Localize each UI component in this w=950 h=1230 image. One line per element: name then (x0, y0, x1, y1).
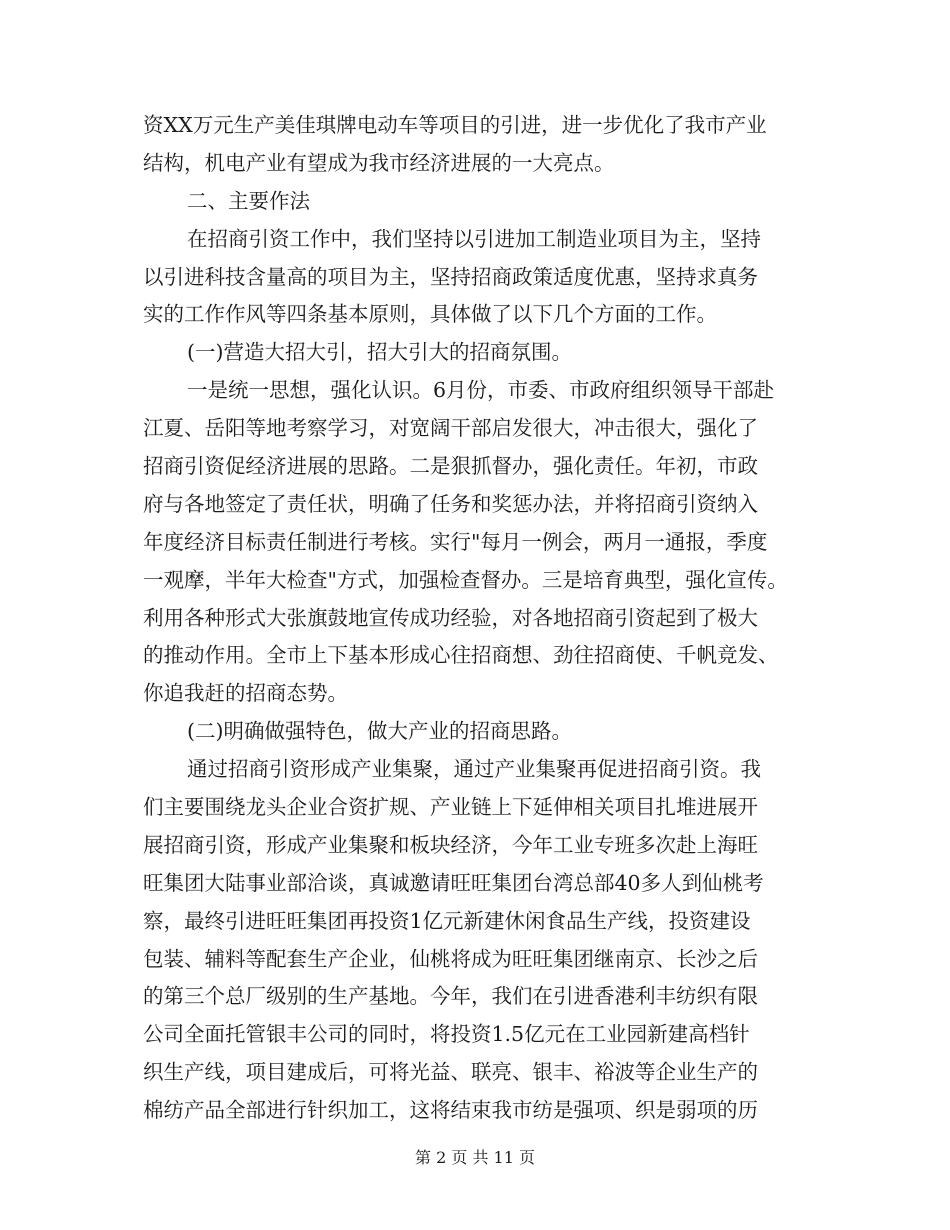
text-line: 旺集团大陆事业部洽谈，真诚邀请旺旺集团台湾总部40多人到仙桃考 (143, 870, 764, 895)
text-line: 们主要围绕龙头企业合资扩规、产业链上下延伸相关项目扎堆进展开 (143, 795, 758, 820)
text-line: 的第三个总厂级别的生产基地。今年，我们在引进香港利丰纺织有限 (143, 984, 758, 1009)
text-line: 江夏、岳阳等地考察学习，对宽阔干部启发很大，冲击很大，强化了 (143, 416, 758, 441)
text-line: 织生产线，项目建成后，可将光益、联亮、银丰、裕波等企业生产的 (143, 1060, 758, 1085)
text-line: 年度经济目标责任制进行考核。实行"每月一例会，两月一通报，季度 (143, 529, 768, 554)
text-line: 招商引资促经济进展的思路。二是狠抓督办，强化责任。年初，市政 (143, 454, 758, 479)
text-line: 资XX万元生产美佳琪牌电动车等项目的引进，进一步优化了我市产业 (143, 113, 767, 137)
text-line: 实的工作作风等四条基本原则，具体做了以下几个方面的工作。 (143, 302, 717, 327)
text-line: 你追我赶的招商态势。 (143, 681, 348, 706)
page-footer: 第 2 页 共 11 页 (415, 1148, 535, 1167)
text-line: 察，最终引进旺旺集团再投资1亿元新建休闲食品生产线，投资建设 (143, 908, 751, 933)
text-line: 一观摩，半年大检查"方式，加强检查督办。三是培育典型，强化宣传。 (143, 567, 788, 592)
text-line: 一是统一思想，强化认识。6月份，市委、市政府组织领导干部赴 (187, 378, 775, 403)
text-line: 在招商引资工作中，我们坚持以引进加工制造业项目为主，坚持 (187, 226, 761, 251)
text-line: 棉纺产品全部进行针织加工，这将结束我市纺是强项、织是弱项的历 (143, 1098, 758, 1123)
text-line: 包装、辅料等配套生产企业，仙桃将成为旺旺集团继南京、长沙之后 (143, 946, 758, 971)
text-line: 公司全面托管银丰公司的同时，将投资1.5亿元在工业园新建高档针 (143, 1022, 750, 1047)
text-line: 展招商引资，形成产业集聚和板块经济，今年工业专班多次赴上海旺 (143, 832, 758, 857)
text-line: 府与各地签定了责任状，明确了任务和奖惩办法，并将招商引资纳入 (143, 491, 758, 516)
text-line: (一)营造大招大引，招大引大的招商氛围。 (187, 340, 572, 365)
text-line: (二)明确做强特色，做大产业的招商思路。 (187, 719, 572, 744)
text-line: 的推动作用。全市上下基本形成心往招商想、劲往招商使、千帆竞发、 (143, 643, 779, 668)
text-line: 以引进科技含量高的项目为主，坚持招商政策适度优惠，坚持求真务 (143, 264, 758, 289)
text-line: 通过招商引资形成产业集聚，通过产业集聚再促进招商引资。我 (187, 757, 761, 782)
text-line: 结构，机电产业有望成为我市经济进展的一大亮点。 (143, 150, 615, 175)
text-line: 二、主要作法 (187, 188, 310, 213)
text-line: 利用各种形式大张旗鼓地宣传成功经验，对各地招商引资起到了极大 (143, 605, 758, 630)
document-body (143, 107, 823, 1130)
